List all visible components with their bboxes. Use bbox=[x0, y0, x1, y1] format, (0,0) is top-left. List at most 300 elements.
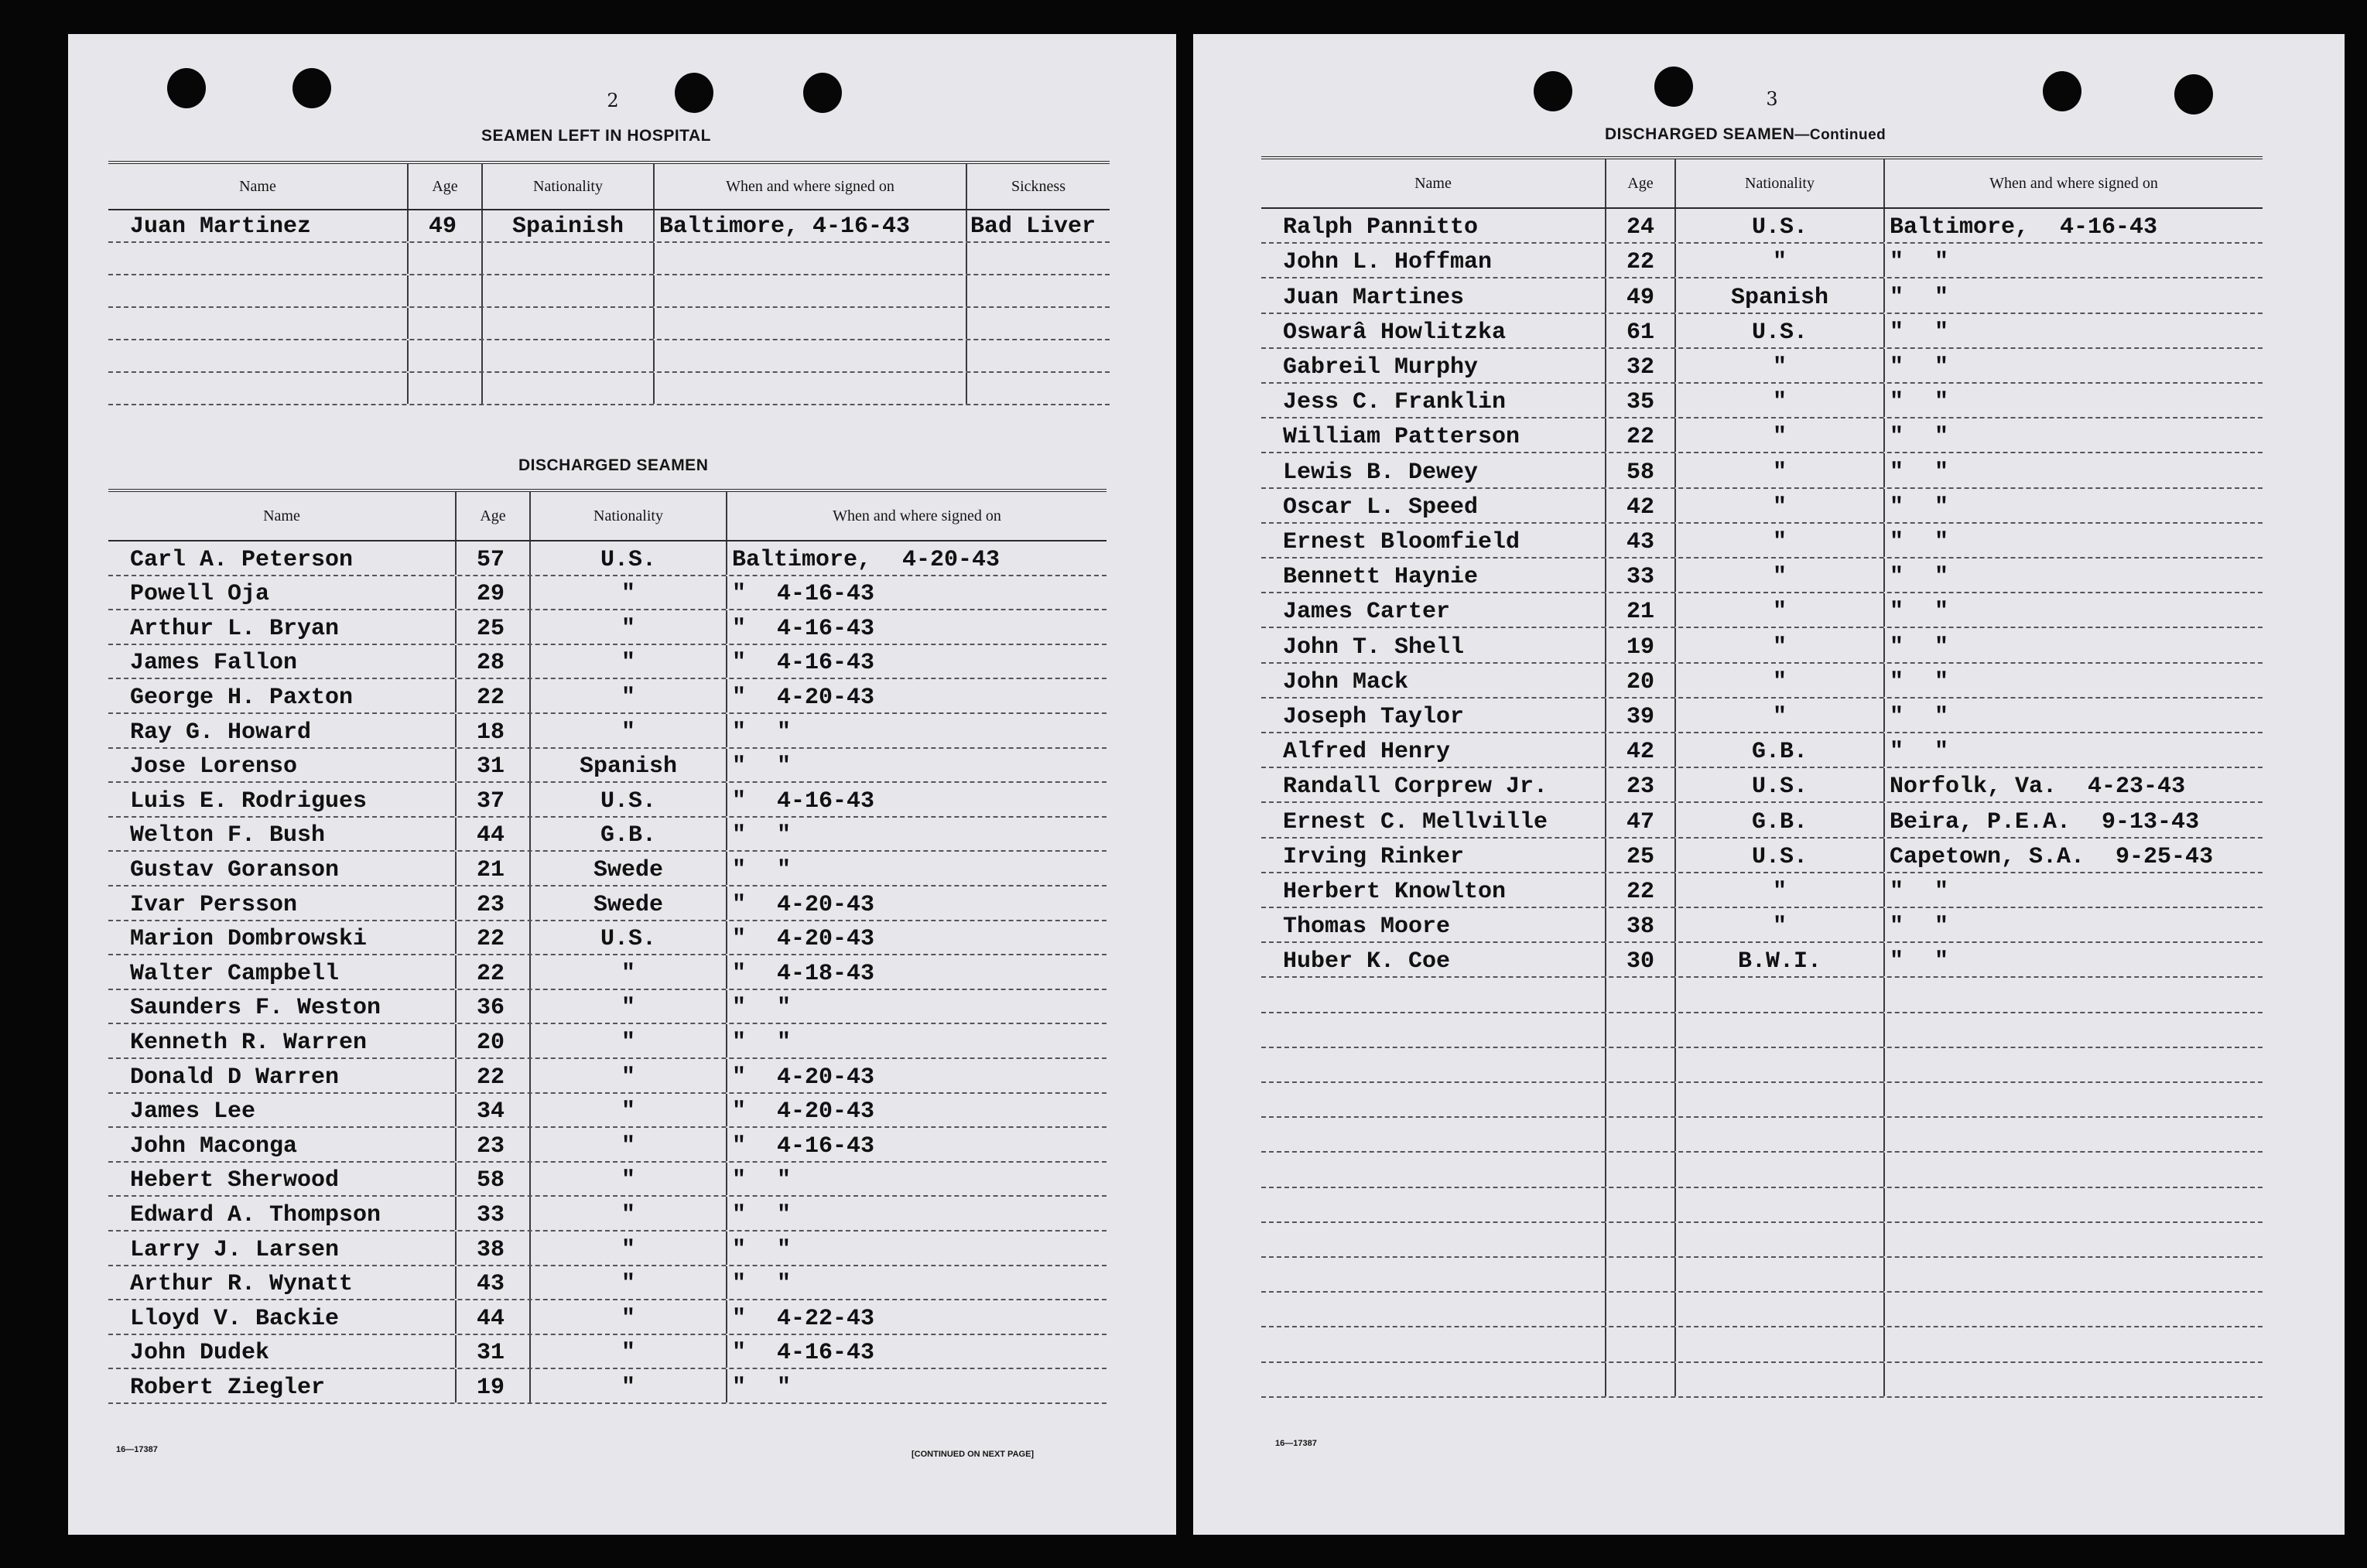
cell-nat bbox=[531, 1232, 727, 1265]
cell-when bbox=[727, 541, 1107, 575]
column-header: When and where signed on bbox=[655, 164, 967, 209]
cell-age bbox=[457, 645, 531, 678]
cell-value: " bbox=[1772, 878, 1787, 905]
cell-nat bbox=[531, 1300, 727, 1334]
cell-value: " bbox=[777, 1029, 792, 1056]
cell-value: 22 bbox=[477, 926, 505, 953]
cell-value: 21 bbox=[1626, 599, 1655, 626]
cell-name bbox=[1261, 628, 1606, 661]
table-row bbox=[1261, 908, 2263, 943]
cell-age bbox=[1606, 628, 1676, 661]
table-row bbox=[108, 210, 1110, 243]
cell-nat bbox=[531, 749, 727, 782]
cell-when bbox=[1885, 873, 2263, 907]
column-header: Sickness bbox=[1011, 177, 1065, 195]
cell-when bbox=[1885, 209, 2263, 242]
cell-when bbox=[655, 275, 967, 306]
column-header: Nationality bbox=[1676, 159, 1885, 207]
cell-name bbox=[108, 308, 409, 339]
cell-value: 30 bbox=[1626, 948, 1655, 975]
cell-value: " bbox=[1934, 249, 1949, 276]
cell-nat bbox=[531, 1128, 727, 1161]
cell-when bbox=[1885, 314, 2263, 347]
cell-when bbox=[727, 1232, 1107, 1265]
cell-value: " bbox=[732, 1236, 747, 1263]
cell-when bbox=[1885, 418, 2263, 452]
cell-age bbox=[457, 1094, 531, 1127]
table-row bbox=[1261, 1258, 2263, 1293]
cell-value: " bbox=[1772, 564, 1787, 591]
cell-value: " bbox=[732, 822, 747, 849]
cell-name bbox=[108, 576, 457, 610]
cell-value: Baltimore, bbox=[1890, 214, 2030, 241]
cell-nat bbox=[1676, 1258, 1885, 1291]
cell-age bbox=[457, 886, 531, 920]
cell-nat bbox=[531, 1024, 727, 1057]
cell-nat bbox=[1676, 559, 1885, 592]
table-row bbox=[108, 921, 1107, 956]
cell-name bbox=[108, 1369, 457, 1402]
cell-age bbox=[1606, 733, 1676, 767]
cell-nat bbox=[1676, 803, 1885, 836]
cell-name bbox=[1261, 418, 1606, 452]
cell-nat bbox=[483, 275, 655, 306]
cell-name bbox=[108, 921, 457, 955]
cell-value: 18 bbox=[477, 719, 505, 746]
cell-name bbox=[108, 1163, 457, 1196]
cell-value: Juan Martinez bbox=[130, 214, 312, 240]
cell-value: 4-20-43 bbox=[777, 1098, 875, 1126]
cell-when bbox=[655, 340, 967, 371]
table-row bbox=[1261, 314, 2263, 349]
cell-value: Randall Corprew Jr. bbox=[1283, 774, 1548, 801]
cell-when bbox=[727, 1094, 1107, 1127]
table-row bbox=[108, 645, 1107, 680]
table-row bbox=[108, 1266, 1107, 1301]
cell-age bbox=[1606, 1258, 1676, 1291]
cell-nat bbox=[531, 818, 727, 851]
cell-age bbox=[1606, 664, 1676, 697]
cell-nat bbox=[1676, 768, 1885, 801]
cell-name bbox=[1261, 1363, 1606, 1396]
cell-age bbox=[457, 1232, 531, 1265]
table-row bbox=[1261, 978, 2263, 1013]
cell-when bbox=[727, 1059, 1107, 1092]
cell-when bbox=[1885, 1363, 2263, 1396]
cell-when bbox=[1885, 453, 2263, 487]
cell-name bbox=[108, 645, 457, 678]
cell-age bbox=[1606, 244, 1676, 277]
cell-value: John Mack bbox=[1283, 668, 1409, 695]
cell-nat bbox=[1676, 699, 1885, 732]
cell-value: 4-16-43 bbox=[2060, 214, 2158, 241]
cell-value: 9-13-43 bbox=[2102, 808, 2200, 835]
cell-age bbox=[1606, 873, 1676, 907]
cell-nat bbox=[531, 886, 727, 920]
cell-value: " bbox=[1934, 424, 1949, 451]
punch-hole bbox=[167, 68, 206, 108]
discharged-continued-title bbox=[1605, 125, 1886, 144]
cell-value: " bbox=[1934, 319, 1949, 346]
cell-when bbox=[727, 645, 1107, 678]
cell-value: " bbox=[1772, 354, 1787, 381]
cell-when bbox=[1885, 664, 2263, 697]
cell-nat bbox=[483, 243, 655, 274]
table-row bbox=[108, 373, 1110, 405]
cell-value: Baltimore, 4-16-43 bbox=[659, 214, 911, 240]
cell-age bbox=[1606, 278, 1676, 312]
cell-value: " bbox=[1934, 948, 1949, 975]
cell-value: 23 bbox=[1626, 774, 1655, 801]
form-code: 16—17387 bbox=[1275, 1439, 1317, 1448]
cell-nat bbox=[1676, 1293, 1885, 1326]
cell-name bbox=[1261, 978, 1606, 1011]
cell-value: 47 bbox=[1626, 808, 1655, 835]
cell-value: 19 bbox=[477, 1374, 505, 1401]
cell-when bbox=[1885, 1048, 2263, 1081]
cell-when bbox=[655, 210, 967, 241]
cell-value: 21 bbox=[477, 856, 505, 883]
cell-value: " bbox=[621, 1064, 635, 1091]
cell-value: " bbox=[1772, 424, 1787, 451]
cell-when bbox=[727, 1197, 1107, 1230]
cell-value: " bbox=[1890, 948, 1904, 975]
cell-nat bbox=[1676, 839, 1885, 872]
cell-value: " bbox=[732, 1167, 747, 1194]
cell-when bbox=[1885, 384, 2263, 417]
cell-value: " bbox=[1934, 494, 1949, 521]
cell-value: " bbox=[621, 1236, 635, 1263]
cell-nat bbox=[1676, 384, 1885, 417]
table-row bbox=[108, 1163, 1107, 1197]
cell-value: Spanish bbox=[579, 753, 678, 781]
cell-nat bbox=[1676, 278, 1885, 312]
cell-value: " bbox=[621, 615, 635, 642]
cell-value: " bbox=[1934, 878, 1949, 905]
cell-value: 61 bbox=[1626, 319, 1655, 346]
cell-age bbox=[457, 1163, 531, 1196]
table-row bbox=[1261, 524, 2263, 559]
cell-value: " bbox=[777, 995, 792, 1022]
table-header-row bbox=[108, 492, 1107, 540]
cell-value: " bbox=[777, 1374, 792, 1401]
cell-nat bbox=[531, 852, 727, 885]
cell-value: " bbox=[1772, 668, 1787, 695]
cell-value: Jess C. Franklin bbox=[1283, 389, 1507, 416]
column-header: Nationality bbox=[531, 492, 727, 540]
cell-value: " bbox=[621, 581, 635, 608]
cell-value: " bbox=[732, 684, 747, 711]
cell-when bbox=[727, 1335, 1107, 1368]
table-row bbox=[1261, 699, 2263, 733]
cell-value: " bbox=[621, 1098, 635, 1126]
cell-name bbox=[1261, 524, 1606, 557]
cell-when bbox=[1885, 1223, 2263, 1256]
cell-when bbox=[1885, 839, 2263, 872]
cell-name bbox=[1261, 1048, 1606, 1081]
cell-value: " bbox=[621, 650, 635, 677]
cell-name bbox=[108, 818, 457, 851]
cell-age bbox=[457, 921, 531, 955]
column-header: Age bbox=[409, 164, 483, 209]
table-row bbox=[108, 275, 1110, 308]
cell-value: " bbox=[732, 753, 747, 781]
cell-name bbox=[108, 955, 457, 989]
cell-value: " bbox=[1934, 459, 1949, 486]
cell-age bbox=[1606, 418, 1676, 452]
cell-value: Walter Campbell bbox=[130, 960, 340, 987]
cell-name bbox=[1261, 803, 1606, 836]
table-row bbox=[108, 576, 1107, 611]
cell-value: 42 bbox=[1626, 739, 1655, 766]
cell-age bbox=[457, 1024, 531, 1057]
cell-sick bbox=[967, 373, 1110, 404]
cell-value: " bbox=[1934, 739, 1949, 766]
cell-value: Ivar Persson bbox=[130, 891, 298, 918]
cell-age bbox=[457, 714, 531, 747]
cell-value: Oscar L. Speed bbox=[1283, 494, 1479, 521]
cell-name bbox=[1261, 1188, 1606, 1221]
cell-when bbox=[727, 610, 1107, 644]
cell-age bbox=[1606, 559, 1676, 592]
cell-value: James Carter bbox=[1283, 599, 1451, 626]
cell-when bbox=[1885, 244, 2263, 277]
cell-age bbox=[457, 749, 531, 782]
cell-age bbox=[1606, 1118, 1676, 1151]
table-row bbox=[1261, 1188, 2263, 1223]
cell-age bbox=[409, 243, 483, 274]
cell-value: 31 bbox=[477, 753, 505, 781]
cell-value: 22 bbox=[1626, 424, 1655, 451]
cell-age bbox=[457, 955, 531, 989]
cell-name bbox=[108, 1059, 457, 1092]
cell-value: " bbox=[1890, 424, 1904, 451]
cell-value: 4-20-43 bbox=[777, 926, 875, 953]
cell-when bbox=[727, 852, 1107, 885]
cell-age bbox=[409, 275, 483, 306]
cell-value: " bbox=[732, 650, 747, 677]
cell-value: Robert Ziegler bbox=[130, 1374, 326, 1401]
cell-value: 33 bbox=[1626, 564, 1655, 591]
cell-name bbox=[108, 275, 409, 306]
cell-nat bbox=[1676, 908, 1885, 941]
cell-value: B.W.I. bbox=[1737, 948, 1822, 975]
cell-nat bbox=[531, 1197, 727, 1230]
table-row bbox=[1261, 1153, 2263, 1187]
table-row bbox=[1261, 278, 2263, 313]
cell-value: 44 bbox=[477, 1305, 505, 1332]
table-row bbox=[108, 1024, 1107, 1059]
column-header: Name bbox=[1261, 159, 1606, 207]
cell-value: 57 bbox=[477, 546, 505, 573]
cell-when bbox=[1885, 1118, 2263, 1151]
cell-name bbox=[1261, 1327, 1606, 1361]
cell-value: Norfolk, Va. bbox=[1890, 774, 2057, 801]
cell-nat bbox=[1676, 1153, 1885, 1186]
cell-value: Oswarâ Howlitzka bbox=[1283, 319, 1507, 346]
cell-value: " bbox=[1890, 528, 1904, 555]
cell-when bbox=[1885, 1083, 2263, 1116]
cell-when bbox=[727, 714, 1107, 747]
cell-value: 4-16-43 bbox=[777, 1340, 875, 1367]
cell-value: " bbox=[732, 1305, 747, 1332]
cell-name bbox=[1261, 453, 1606, 487]
cell-name bbox=[1261, 1118, 1606, 1151]
cell-value: Huber K. Coe bbox=[1283, 948, 1451, 975]
cell-nat bbox=[531, 990, 727, 1023]
cell-when bbox=[1885, 1327, 2263, 1361]
cell-name bbox=[1261, 699, 1606, 732]
table-row bbox=[108, 1094, 1107, 1129]
cell-value: Spainish bbox=[511, 214, 624, 240]
cell-name bbox=[1261, 1223, 1606, 1256]
cell-value: " bbox=[732, 719, 747, 746]
cell-value: " bbox=[1772, 459, 1787, 486]
cell-value: " bbox=[1934, 354, 1949, 381]
cell-name bbox=[108, 1024, 457, 1057]
cell-when bbox=[1885, 1258, 2263, 1291]
cell-value: Ralph Pannitto bbox=[1283, 214, 1479, 241]
cell-when bbox=[1885, 943, 2263, 976]
cell-value: Bennett Haynie bbox=[1283, 564, 1479, 591]
cell-nat bbox=[1676, 1048, 1885, 1081]
cell-value: 4-20-43 bbox=[777, 891, 875, 918]
table-row bbox=[108, 541, 1107, 576]
cell-age bbox=[1606, 699, 1676, 732]
cell-value: 4-16-43 bbox=[777, 615, 875, 642]
cell-value: " bbox=[777, 1167, 792, 1194]
cell-nat bbox=[531, 541, 727, 575]
cell-age bbox=[457, 1266, 531, 1300]
column-header: Name bbox=[108, 492, 457, 540]
cell-value: 34 bbox=[477, 1098, 505, 1126]
cell-value: " bbox=[777, 856, 792, 883]
cell-when bbox=[727, 955, 1107, 989]
cell-nat bbox=[1676, 1223, 1885, 1256]
cell-value: " bbox=[621, 1271, 635, 1298]
cell-value: 43 bbox=[477, 1271, 505, 1298]
cell-value: Gabreil Murphy bbox=[1283, 354, 1479, 381]
table-row bbox=[108, 955, 1107, 990]
cell-value: " bbox=[1890, 739, 1904, 766]
cell-value: Joseph Taylor bbox=[1283, 703, 1465, 730]
form-code: 16—17387 bbox=[116, 1445, 158, 1454]
table-row bbox=[108, 1197, 1107, 1232]
cell-value: 4-16-43 bbox=[777, 581, 875, 608]
table-row bbox=[108, 308, 1110, 340]
table-row bbox=[1261, 209, 2263, 244]
cell-when bbox=[1885, 1013, 2263, 1047]
table-row bbox=[108, 1128, 1107, 1163]
cell-value: John T. Shell bbox=[1283, 634, 1465, 661]
punch-hole bbox=[292, 68, 331, 108]
column-header: Name bbox=[108, 164, 409, 209]
cell-nat bbox=[483, 210, 655, 241]
cell-value: Lewis B. Dewey bbox=[1283, 459, 1479, 486]
cell-value: 32 bbox=[1626, 354, 1655, 381]
cell-sick bbox=[967, 210, 1110, 241]
cell-sick bbox=[967, 340, 1110, 371]
cell-nat bbox=[1676, 873, 1885, 907]
cell-when bbox=[1885, 978, 2263, 1011]
cell-age bbox=[1606, 1188, 1676, 1221]
cell-value: " bbox=[1890, 354, 1904, 381]
cell-value: 19 bbox=[1626, 634, 1655, 661]
cell-value: " bbox=[1890, 599, 1904, 626]
cell-age bbox=[1606, 943, 1676, 976]
cell-value: 4-16-43 bbox=[777, 1132, 875, 1160]
cell-name bbox=[108, 852, 457, 885]
cell-value: G.B. bbox=[1751, 808, 1808, 835]
cell-age bbox=[1606, 1327, 1676, 1361]
table-row bbox=[108, 852, 1107, 886]
cell-value: Swede bbox=[593, 856, 663, 883]
cell-sick bbox=[967, 275, 1110, 306]
cell-value: Ray G. Howard bbox=[130, 719, 312, 746]
cell-value: James Fallon bbox=[130, 650, 298, 677]
cell-name bbox=[1261, 664, 1606, 697]
cell-value: Welton F. Bush bbox=[130, 822, 326, 849]
cell-nat bbox=[1676, 244, 1885, 277]
cell-nat bbox=[483, 308, 655, 339]
cell-age bbox=[1606, 768, 1676, 801]
table-row bbox=[108, 610, 1107, 645]
cell-when bbox=[727, 1300, 1107, 1334]
cell-age bbox=[1606, 349, 1676, 382]
cell-value: 22 bbox=[477, 1064, 505, 1091]
table-row bbox=[1261, 559, 2263, 593]
cell-name bbox=[1261, 768, 1606, 801]
cell-age bbox=[457, 1128, 531, 1161]
punch-hole bbox=[2043, 71, 2081, 111]
cell-value: " bbox=[1934, 914, 1949, 941]
cell-name bbox=[1261, 349, 1606, 382]
cell-value: George H. Paxton bbox=[130, 684, 354, 711]
cell-value: " bbox=[732, 891, 747, 918]
cell-name bbox=[1261, 1083, 1606, 1116]
cell-name bbox=[108, 243, 409, 274]
cell-value: " bbox=[1772, 703, 1787, 730]
cell-value: U.S. bbox=[1751, 319, 1808, 346]
cell-when bbox=[727, 886, 1107, 920]
cell-value: " bbox=[777, 753, 792, 781]
cell-value: " bbox=[621, 1201, 635, 1228]
cell-value: 22 bbox=[1626, 878, 1655, 905]
table-row bbox=[1261, 244, 2263, 278]
cell-when bbox=[1885, 1293, 2263, 1326]
cell-value: " bbox=[732, 1098, 747, 1126]
table-row bbox=[1261, 628, 2263, 663]
cell-value: 58 bbox=[477, 1167, 505, 1194]
cell-nat bbox=[1676, 733, 1885, 767]
cell-when bbox=[1885, 803, 2263, 836]
cell-value: " bbox=[732, 1064, 747, 1091]
table-header-row bbox=[1261, 159, 2263, 207]
cell-value: Alfred Henry bbox=[1283, 739, 1451, 766]
cell-value: Hebert Sherwood bbox=[130, 1167, 340, 1194]
cell-value: Ernest C. Mellville bbox=[1283, 808, 1548, 835]
cell-age bbox=[1606, 209, 1676, 242]
cell-value: Marion Dombrowski bbox=[130, 926, 368, 953]
table-row bbox=[1261, 1223, 2263, 1258]
table-row bbox=[108, 714, 1107, 749]
cell-name bbox=[108, 1128, 457, 1161]
cell-nat bbox=[1676, 524, 1885, 557]
cell-when bbox=[727, 921, 1107, 955]
table-row bbox=[108, 1369, 1107, 1404]
cell-age bbox=[457, 852, 531, 885]
cell-value: 43 bbox=[1626, 528, 1655, 555]
